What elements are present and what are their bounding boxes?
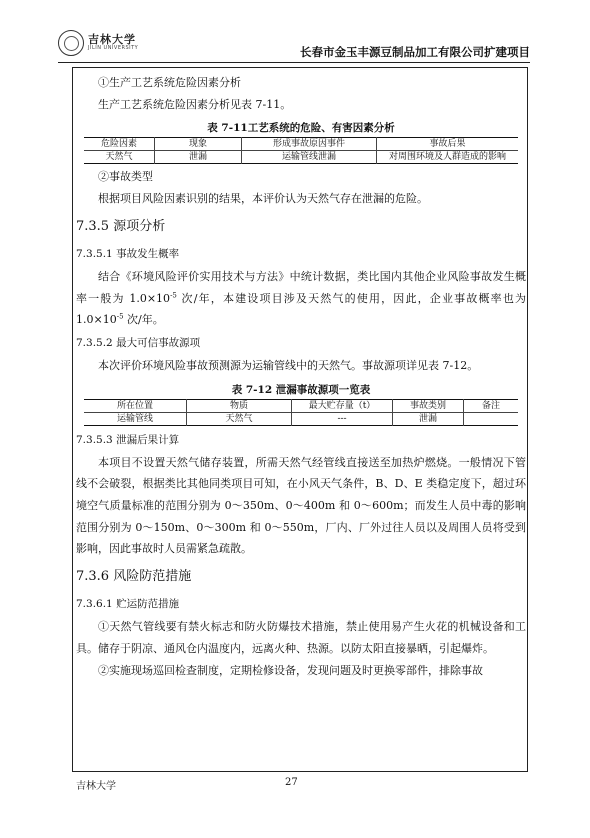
table-header-cell: 形成事故原因事件 xyxy=(242,138,377,151)
table-header-cell: 最大贮存量（t） xyxy=(292,399,393,412)
page-number: 27 xyxy=(285,777,298,788)
project-title: 长春市金玉丰源豆制品加工有限公司扩建项目 xyxy=(300,45,530,59)
table-7-11 xyxy=(84,137,518,164)
text-span: 次/年。 xyxy=(123,313,164,327)
table-row xyxy=(84,412,518,425)
paragraph-accident-probability xyxy=(76,266,526,331)
subsection-label-accident-type: ②事故类型 xyxy=(98,170,153,184)
paragraph-leak-consequence: 本项目不设置天然气储存装置，所需天然气经管线直接送至加热炉燃烧。一般情况下管线不会破裂，根据类比其他同类项目可知，在小风天气条件，B、D、E 类稳定度下，超过环境空气质量标准的范围分别为 0～350m、0～400m 和 0～600m；而发生人员中毒的影响范围分别为 0～150m、0～300m 和 0～550m，厂内、厂外过往人员以及周围人员将受到影响，因此事故时人员需紧急疏散。 xyxy=(76,455,526,556)
table-header-cell: 所在位置 xyxy=(84,399,187,412)
table-cell xyxy=(464,412,519,425)
paragraph-storage-measure-1: ①天然气管线要有禁火标志和防火防爆技术措施，禁止使用易产生火花的机械设备和工具。储存于阴凉、通风仓内温度内，远离火种、热源。以防太阳直接暴晒，引起爆炸。 xyxy=(76,620,526,655)
table-cell: 对周围环境及人群造成的影响 xyxy=(377,151,519,164)
table-cell: 天然气 xyxy=(84,151,155,164)
logo-subtext: JILIN UNIVERSITY xyxy=(88,45,139,51)
exponent: -5 xyxy=(170,290,177,299)
page-header xyxy=(58,28,530,64)
paragraph-process-hazard: 生产工艺系统危险因素分析见表 7-11。 xyxy=(98,97,292,111)
table-row xyxy=(84,151,518,164)
paragraph-accident-type: 根据项目风险因素识别的结果，本评价认为天然气存在泄漏的危险。 xyxy=(98,192,428,206)
table-header-row xyxy=(84,399,518,412)
heading-7-3-6: 7.3.6 风险防范措施 xyxy=(76,569,192,585)
table-header-cell: 物质 xyxy=(187,399,292,412)
paragraph-max-credible-source: 本次评价环境风险事故预测源为运输管线中的天然气。事故源项详见表 7-12。 xyxy=(98,358,479,372)
table-cell: 泄漏 xyxy=(155,151,242,164)
text-span: 结合《环境风险评价实用技术与方法》中统计数据，类比国内其他企业风险事故发生概率一般为 1.0×10 xyxy=(76,269,526,305)
footer-university: 吉林大学 xyxy=(76,781,116,792)
heading-7-3-5-3: 7.3.5.3 泄漏后果计算 xyxy=(76,433,180,446)
table-cell: 运输管线 xyxy=(84,412,187,425)
table-header-row xyxy=(84,138,518,151)
page-content xyxy=(76,72,526,681)
table-header-cell: 现象 xyxy=(155,138,242,151)
heading-7-3-5-1: 7.3.5.1 事故发生概率 xyxy=(76,247,180,260)
logo-text: 吉林大学 xyxy=(88,33,136,46)
exponent: -5 xyxy=(116,312,124,321)
text-span: 次/年，本建设项目涉及天然气的使用，因此，企业事故概率也为 1.0×10 xyxy=(76,291,526,327)
table-7-12-caption: 表 7-12 泄漏事故源项一览表 xyxy=(231,383,371,396)
university-logo xyxy=(58,30,168,58)
table-header-cell: 危险因素 xyxy=(84,138,155,151)
subsection-label-process-hazard: ①生产工艺系统危险因素分析 xyxy=(98,76,241,89)
header-rule xyxy=(58,62,530,63)
university-seal-icon xyxy=(58,30,84,56)
table-cell: 运输管线泄漏 xyxy=(242,151,377,164)
table-header-cell: 事故后果 xyxy=(377,138,519,151)
table-header-cell: 事故类别 xyxy=(393,399,464,412)
heading-7-3-6-1: 7.3.6.1 贮运防范措施 xyxy=(76,598,180,611)
table-cell: --- xyxy=(292,412,393,425)
heading-7-3-5-2: 7.3.5.2 最大可信事故源项 xyxy=(76,336,201,349)
table-7-11-caption: 表 7-11工艺系统的危险、有害因素分析 xyxy=(207,122,395,135)
table-7-12 xyxy=(84,399,518,426)
table-cell: 泄漏 xyxy=(393,412,464,425)
heading-7-3-5: 7.3.5 源项分析 xyxy=(76,218,166,234)
table-header-cell: 备注 xyxy=(464,399,519,412)
paragraph-storage-measure-2: ②实施现场巡回检查制度，定期检修设备，发现问题及时更换零部件，排除事故 xyxy=(98,663,483,677)
table-cell: 天然气 xyxy=(187,412,292,425)
